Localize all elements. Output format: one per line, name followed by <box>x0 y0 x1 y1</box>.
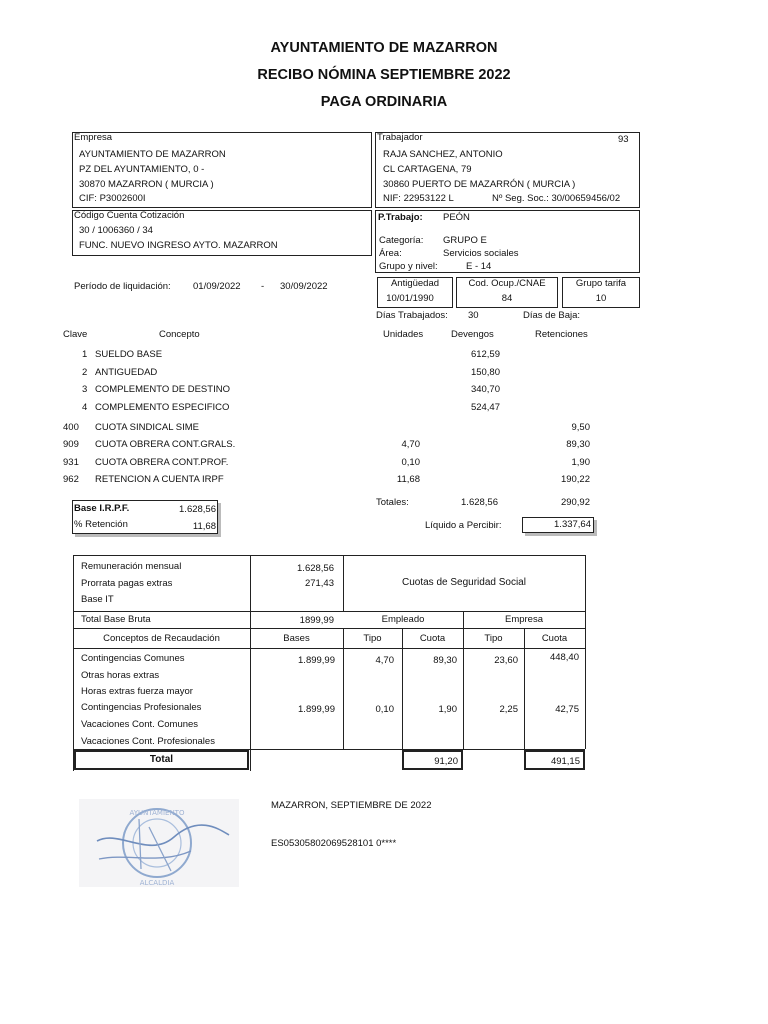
puesto-grupo-label: Grupo y nivel: <box>379 261 438 272</box>
ss-row-tipo-emp: 4,70 <box>375 655 394 666</box>
ss-col-cuota-empr: Cuota <box>541 633 568 644</box>
line-clave: 1 <box>82 349 88 360</box>
cotizacion-code: 30 / 1006360 / 34 <box>79 225 153 236</box>
ss-prorrata-value: 271,43 <box>304 578 334 589</box>
empresa-address: PZ DEL AYUNTAMIENTO, 0 - <box>79 164 205 175</box>
ss-total-base-label: Total Base Bruta <box>81 614 151 625</box>
line-clave: 2 <box>82 367 88 378</box>
ss-total-empr: 491,15 <box>550 756 580 767</box>
line-concepto: COMPLEMENTO DE DESTINO <box>95 384 230 395</box>
irpf-ret-value: 11,68 <box>192 521 216 532</box>
header-paga: PAGA ORDINARIA <box>320 94 448 110</box>
periodo-to: 30/09/2022 <box>280 281 328 292</box>
trabajador-number: 93 <box>618 134 629 145</box>
col-concepto: Concepto <box>159 329 200 340</box>
ss-empresa-header: Empresa <box>504 614 543 625</box>
puesto-categoria-value: GRUPO E <box>443 235 487 246</box>
svg-text:AYUNTAMIENTO: AYUNTAMIENTO <box>129 809 185 817</box>
col-unidades: Unidades <box>383 329 424 340</box>
antiguedad-label: Antigüedad <box>390 278 440 289</box>
puesto-categoria-label: Categoría: <box>379 235 424 246</box>
empresa-name: AYUNTAMIENTO DE MAZARRON <box>79 149 226 160</box>
trabajador-nif: NIF: 22953122 L <box>383 193 454 204</box>
line-retenciones: 9,50 <box>571 422 590 433</box>
irpf-base-value: 1.628,56 <box>179 504 216 515</box>
line-retenciones: 190,22 <box>560 474 590 485</box>
header-title: AYUNTAMIENTO DE MAZARRON <box>270 40 498 56</box>
trabajador-city: 30860 PUERTO DE MAZARRÓN ( MURCIA ) <box>383 179 576 190</box>
line-devengos: 340,70 <box>470 384 500 395</box>
ss-total-label: Total <box>149 754 174 765</box>
ss-col-tipo-empr: Tipo <box>484 633 503 644</box>
liquido-label: Líquido a Percibir: <box>425 520 502 531</box>
ocup-label: Cod. Ocup./CNAE <box>468 278 546 289</box>
ss-col-bases: Bases <box>283 633 310 644</box>
line-unidades: 4,70 <box>401 439 420 450</box>
irpf-base-label: Base I.R.P.F. <box>74 503 130 514</box>
line-clave: 909 <box>63 439 79 450</box>
puesto-area-value: Servicios sociales <box>443 248 519 259</box>
puesto-grupo-value: E - 14 <box>466 261 492 272</box>
ss-empleado-header: Empleado <box>381 614 425 625</box>
periodo-from: 01/09/2022 <box>193 281 241 292</box>
ss-row-base: 1.899,99 <box>298 704 335 715</box>
line-unidades: 0,10 <box>401 457 420 468</box>
totales-retenciones: 290,92 <box>560 497 590 508</box>
line-concepto: SUELDO BASE <box>95 349 163 360</box>
ss-row-concepto: Vacaciones Cont. Comunes <box>81 719 199 730</box>
line-concepto: CUOTA SINDICAL SIME <box>95 422 199 433</box>
line-clave: 962 <box>63 474 79 485</box>
puesto-area-label: Área: <box>379 248 402 259</box>
line-concepto: CUOTA OBRERA CONT.GRALS. <box>95 439 236 450</box>
liquido-value: 1.337,64 <box>554 519 591 530</box>
ss-rem-value: 1.628,56 <box>297 563 334 574</box>
ss-row-tipo-empr: 23,60 <box>494 655 518 666</box>
irpf-ret-label: % Retención <box>74 519 128 530</box>
ss-row-concepto: Contingencias Profesionales <box>81 702 202 713</box>
col-devengos: Devengos <box>451 329 494 340</box>
footer-iban: ES05305802069528101 0**** <box>271 838 397 849</box>
ss-total-base-value: 1899,99 <box>299 615 334 626</box>
ss-row-concepto: Contingencias Comunes <box>81 653 185 664</box>
cotizacion-label: Código Cuenta Cotización <box>74 210 185 221</box>
ss-row-cuota-emp: 1,90 <box>438 704 457 715</box>
cotizacion-desc: FUNC. NUEVO INGRESO AYTO. MAZARRON <box>79 240 278 251</box>
svg-text:ALCALDIA: ALCALDIA <box>139 879 175 887</box>
empresa-city: 30870 MAZARRON ( MURCIA ) <box>79 179 214 190</box>
ss-row-tipo-empr: 2,25 <box>499 704 518 715</box>
tarifa-label: Grupo tarifa <box>575 278 627 289</box>
trabajador-address: CL CARTAGENA, 79 <box>383 164 472 175</box>
ss-col-tipo-emp: Tipo <box>363 633 382 644</box>
line-clave: 4 <box>82 402 88 413</box>
ss-row-base: 1.899,99 <box>298 655 335 666</box>
line-concepto: COMPLEMENTO ESPECIFICO <box>95 402 230 413</box>
stamp-image <box>79 799 239 887</box>
ss-row-cuota-emp: 89,30 <box>433 655 457 666</box>
dias-baja-label: Días de Baja: <box>523 310 581 321</box>
trabajador-nss: Nº Seg. Soc.: 30/00659456/02 <box>492 193 621 204</box>
trabajador-name: RAJA SANCHEZ, ANTONIO <box>383 149 503 160</box>
dias-trabajados-label: Días Trabajados: <box>376 310 448 321</box>
totales-devengos: 1.628,56 <box>461 497 498 508</box>
line-retenciones: 89,30 <box>566 439 590 450</box>
header-subtitle: RECIBO NÓMINA SEPTIEMBRE 2022 <box>257 67 511 83</box>
line-concepto: ANTIGUEDAD <box>95 367 158 378</box>
periodo-label: Período de liquidación: <box>74 281 171 292</box>
col-clave: Clave <box>63 329 88 340</box>
line-concepto: RETENCION A CUENTA IRPF <box>95 474 224 485</box>
ss-cuotas-title: Cuotas de Seguridad Social <box>402 577 526 588</box>
ss-baseit-label: Base IT <box>81 594 114 605</box>
footer-place-date: MAZARRON, SEPTIEMBRE DE 2022 <box>271 800 432 811</box>
line-unidades: 11,68 <box>396 474 420 485</box>
empresa-cif: CIF: P3002600I <box>79 193 146 204</box>
ss-row-concepto: Horas extras fuerza mayor <box>81 686 193 697</box>
ss-row-concepto: Otras horas extras <box>81 670 160 681</box>
ss-total-emp: 91,20 <box>434 756 458 767</box>
empresa-label: Empresa <box>74 132 113 143</box>
ss-prorrata-label: Prorrata pagas extras <box>81 578 173 589</box>
ss-row-tipo-emp: 0,10 <box>375 704 394 715</box>
ss-row-cuota-empr: 448,40 <box>549 652 579 663</box>
ocup-value: 84 <box>501 293 513 304</box>
line-clave: 3 <box>82 384 88 395</box>
ss-col-conceptos: Conceptos de Recaudación <box>103 633 220 644</box>
periodo-sep: - <box>261 281 265 292</box>
puesto-trabajo-label: P.Trabajo: <box>378 212 423 223</box>
totales-label: Totales: <box>376 497 409 508</box>
line-devengos: 524,47 <box>470 402 500 413</box>
antiguedad-value: 10/01/1990 <box>386 293 434 304</box>
line-clave: 931 <box>63 457 79 468</box>
trabajador-label: Trabajador <box>377 132 423 143</box>
ss-rem-label: Remuneración mensual <box>81 561 182 572</box>
col-retenciones: Retenciones <box>535 329 588 340</box>
puesto-trabajo-value: PEÓN <box>443 212 470 223</box>
ss-row-concepto: Vacaciones Cont. Profesionales <box>81 736 215 747</box>
line-concepto: CUOTA OBRERA CONT.PROF. <box>95 457 229 468</box>
line-devengos: 150,80 <box>470 367 500 378</box>
line-devengos: 612,59 <box>470 349 500 360</box>
ss-row-cuota-empr: 42,75 <box>555 704 579 715</box>
tarifa-value: 10 <box>595 293 607 304</box>
line-clave: 400 <box>63 422 79 433</box>
line-retenciones: 1,90 <box>571 457 590 468</box>
ss-col-cuota-emp: Cuota <box>419 633 446 644</box>
dias-trabajados-value: 30 <box>468 310 479 321</box>
